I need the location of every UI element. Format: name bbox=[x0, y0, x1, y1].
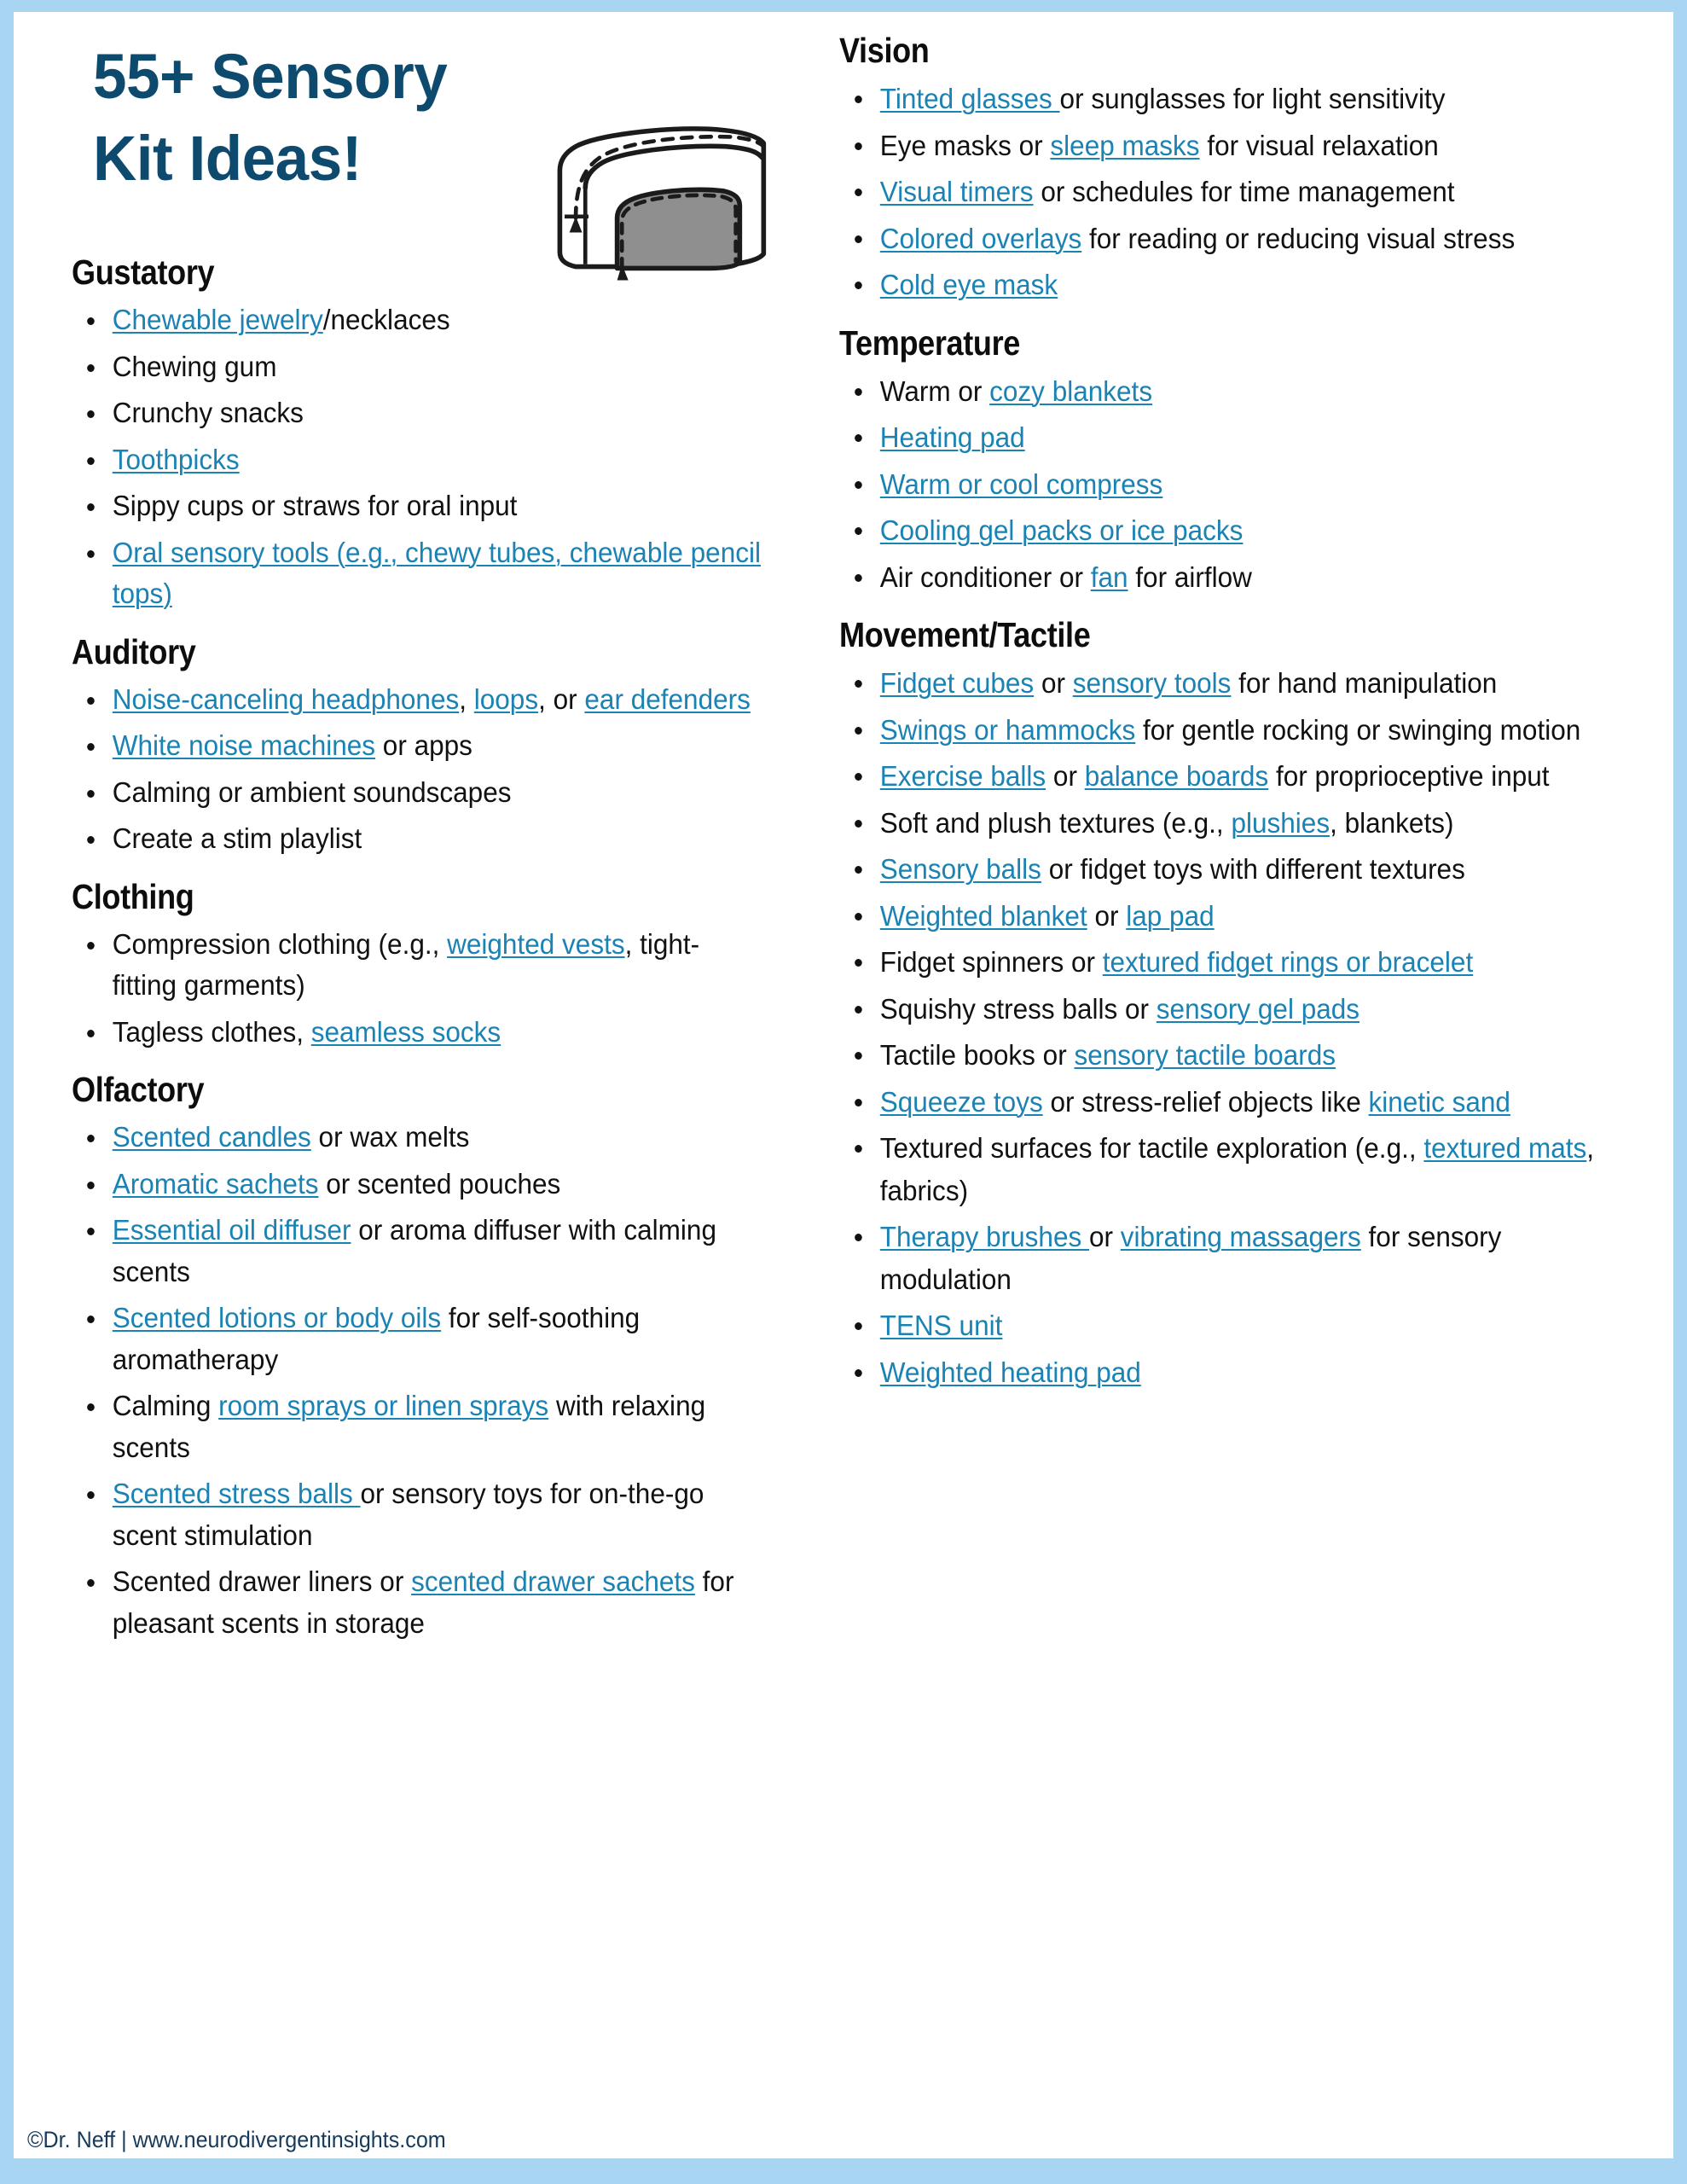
text: or apps bbox=[375, 729, 472, 762]
right-column bbox=[815, 12, 1673, 2158]
text: Warm or bbox=[879, 375, 990, 407]
text: for hand manipulation bbox=[1231, 667, 1498, 700]
text: for gentle rocking or swinging motion bbox=[1135, 713, 1581, 746]
left-column bbox=[14, 12, 815, 2158]
list-item bbox=[72, 1164, 762, 1205]
list-movement-tactile bbox=[839, 662, 1639, 1393]
list-item bbox=[839, 463, 1603, 506]
link-chewable-jewelry[interactable]: Chewable jewelry bbox=[112, 304, 323, 336]
text: for visual relaxation bbox=[1199, 129, 1439, 161]
text: Sippy cups or straws for oral input bbox=[112, 490, 518, 522]
text: Tagless clothes, bbox=[112, 1015, 311, 1048]
list-item bbox=[839, 988, 1603, 1031]
list-item bbox=[72, 818, 762, 860]
list-vision bbox=[839, 78, 1639, 306]
link-scented-lotions-or-body-oils[interactable]: Scented lotions or body oils bbox=[112, 1302, 442, 1334]
text: or bbox=[1034, 667, 1073, 700]
list-olfactory bbox=[72, 1117, 795, 1644]
link-sensory-tactile-boards[interactable]: sensory tactile boards bbox=[1074, 1039, 1336, 1072]
list-item bbox=[72, 392, 762, 434]
list-item bbox=[839, 1127, 1603, 1211]
text: for reading or reducing visual stress bbox=[1081, 222, 1516, 254]
text: Calming or ambient soundscapes bbox=[112, 775, 512, 808]
list-item bbox=[72, 1012, 762, 1054]
link-weighted-heating-pad[interactable]: Weighted heating pad bbox=[879, 1356, 1141, 1388]
link-cozy-blankets[interactable]: cozy blankets bbox=[989, 375, 1153, 407]
text: or sensory toys for on-the-go scent stimulation bbox=[112, 1478, 704, 1551]
list-item bbox=[839, 78, 1603, 120]
link-scented-drawer-sachets[interactable]: scented drawer sachets bbox=[411, 1565, 695, 1598]
text: Squishy stress balls or bbox=[879, 992, 1157, 1025]
link-kinetic-sand[interactable]: kinetic sand bbox=[1368, 1085, 1510, 1118]
section-heading-vision: Vision bbox=[839, 31, 930, 70]
link-sensory-tools[interactable]: sensory tools bbox=[1072, 667, 1232, 700]
text: with relaxing scents bbox=[112, 1390, 706, 1463]
list-item bbox=[839, 662, 1603, 705]
link-scented-stress-balls[interactable]: Scented stress balls bbox=[112, 1478, 361, 1510]
list-gustatory bbox=[72, 299, 795, 615]
list-item bbox=[72, 1561, 762, 1644]
text: or bbox=[1089, 1221, 1121, 1253]
text: or schedules for time management bbox=[1033, 176, 1455, 208]
link-sensory-gel-pads[interactable]: sensory gel pads bbox=[1156, 992, 1360, 1025]
list-item bbox=[839, 509, 1603, 552]
list-item bbox=[839, 218, 1603, 260]
poster-sheet bbox=[14, 12, 1673, 2158]
list-item bbox=[839, 1304, 1603, 1347]
list-temperature bbox=[839, 370, 1639, 599]
list-item bbox=[72, 1385, 762, 1468]
list-auditory bbox=[72, 679, 795, 860]
link-essential-oil-diffuser[interactable]: Essential oil diffuser bbox=[112, 1214, 351, 1246]
list-item bbox=[839, 709, 1603, 752]
list-item bbox=[72, 299, 762, 341]
text: , or bbox=[538, 682, 585, 715]
list-item bbox=[72, 772, 762, 814]
link-vibrating-massagers[interactable]: vibrating massagers bbox=[1120, 1221, 1361, 1253]
list-item bbox=[72, 1117, 762, 1159]
list-item bbox=[839, 941, 1603, 984]
list-item bbox=[72, 725, 762, 767]
list-item bbox=[839, 370, 1603, 413]
text: Crunchy snacks bbox=[112, 397, 304, 429]
text: , bbox=[459, 682, 474, 715]
title-block bbox=[72, 27, 795, 235]
list-item bbox=[839, 895, 1603, 938]
link-cold-eye-mask[interactable]: Cold eye mask bbox=[879, 269, 1058, 301]
link-colored-overlays[interactable]: Colored overlays bbox=[879, 222, 1082, 254]
text: or fidget toys with different textures bbox=[1041, 853, 1465, 886]
text: or bbox=[1087, 899, 1127, 932]
text: for self-soothing aromatherapy bbox=[112, 1302, 641, 1375]
link-toothpicks[interactable]: Toothpicks bbox=[112, 443, 240, 475]
link-warm-or-cool-compress[interactable]: Warm or cool compress bbox=[879, 468, 1163, 500]
link-white-noise-machines[interactable]: White noise machines bbox=[112, 729, 376, 762]
list-item bbox=[839, 264, 1603, 306]
link-weighted-vests[interactable]: weighted vests bbox=[447, 927, 625, 960]
text: Tactile books or bbox=[879, 1039, 1075, 1072]
text: Soft and plush textures (e.g., bbox=[879, 806, 1232, 839]
list-item bbox=[839, 556, 1603, 599]
text: , tight-fitting garments) bbox=[112, 927, 700, 1002]
two-column-layout bbox=[14, 12, 1673, 2158]
list-item bbox=[839, 848, 1603, 891]
text: Scented drawer liners or bbox=[112, 1565, 412, 1598]
list-item bbox=[72, 1473, 762, 1556]
list-clothing bbox=[72, 924, 795, 1054]
list-item bbox=[72, 1298, 762, 1380]
text: or bbox=[1046, 760, 1085, 793]
section-heading-auditory: Auditory bbox=[72, 631, 196, 671]
section-heading-gustatory: Gustatory bbox=[72, 253, 215, 292]
link-exercise-balls[interactable]: Exercise balls bbox=[879, 760, 1046, 793]
link-sensory-balls[interactable]: Sensory balls bbox=[879, 853, 1041, 886]
link-lap-pad[interactable]: lap pad bbox=[1126, 899, 1215, 932]
text: Fidget spinners or bbox=[879, 946, 1103, 979]
text: , blankets) bbox=[1330, 806, 1454, 839]
list-item bbox=[72, 1210, 762, 1292]
text: Calming bbox=[112, 1390, 219, 1422]
list-item bbox=[72, 439, 762, 481]
link-loops[interactable]: loops bbox=[473, 682, 539, 715]
section-heading-olfactory: Olfactory bbox=[72, 1070, 205, 1110]
link-seamless-socks[interactable]: seamless socks bbox=[310, 1015, 501, 1048]
list-item bbox=[72, 532, 762, 615]
link-squeeze-toys[interactable]: Squeeze toys bbox=[879, 1085, 1043, 1118]
list-item bbox=[839, 416, 1603, 459]
link-heating-pad[interactable]: Heating pad bbox=[879, 421, 1025, 454]
list-item bbox=[839, 755, 1603, 798]
list-item bbox=[839, 802, 1603, 845]
link-balance-boards[interactable]: balance boards bbox=[1084, 760, 1269, 793]
list-item bbox=[839, 171, 1603, 213]
text: for sensory modulation bbox=[879, 1221, 1502, 1295]
link-fidget-cubes[interactable]: Fidget cubes bbox=[879, 667, 1035, 700]
link-cooling-gel-packs[interactable]: Cooling gel packs or ice packs bbox=[879, 514, 1244, 547]
link-plushies[interactable]: plushies bbox=[1231, 806, 1330, 839]
page-title-line-1: 55+ Sensory bbox=[92, 41, 448, 112]
link-therapy-brushes[interactable]: Therapy brushes bbox=[879, 1221, 1090, 1253]
text: for pleasant scents in storage bbox=[112, 1565, 734, 1639]
link-tinted-glasses[interactable]: Tinted glasses bbox=[879, 83, 1060, 115]
section-heading-temperature: Temperature bbox=[839, 322, 1021, 363]
text: Compression clothing (e.g., bbox=[112, 927, 448, 960]
text: Eye masks or bbox=[879, 129, 1051, 161]
list-item bbox=[72, 679, 762, 721]
link-textured-mats[interactable]: textured mats bbox=[1423, 1132, 1587, 1165]
link-sleep-masks[interactable]: sleep masks bbox=[1050, 129, 1200, 161]
text: Air conditioner or bbox=[879, 561, 1091, 593]
section-heading-clothing: Clothing bbox=[72, 876, 194, 916]
list-item bbox=[72, 346, 762, 388]
link-aromatic-sachets[interactable]: Aromatic sachets bbox=[112, 1167, 319, 1199]
text: or sunglasses for light sensitivity bbox=[1059, 83, 1446, 115]
text: /necklaces bbox=[322, 304, 450, 336]
text: for proprioceptive input bbox=[1268, 760, 1550, 793]
link-weighted-blanket[interactable]: Weighted blanket bbox=[879, 899, 1087, 932]
list-item bbox=[72, 924, 762, 1007]
list-item bbox=[839, 1216, 1603, 1300]
text: Chewing gum bbox=[112, 350, 277, 382]
text: , fabrics) bbox=[879, 1132, 1595, 1206]
list-item bbox=[72, 485, 762, 527]
link-swings-or-hammocks[interactable]: Swings or hammocks bbox=[879, 713, 1136, 746]
text: or wax melts bbox=[310, 1121, 470, 1153]
link-noise-canceling-headphones[interactable]: Noise-canceling headphones bbox=[112, 682, 460, 715]
text: or aroma diffuser with calming scents bbox=[112, 1214, 717, 1287]
link-textured-fidget-rings-or-bracelet[interactable]: textured fidget rings or bracelet bbox=[1102, 946, 1474, 979]
link-visual-timers[interactable]: Visual timers bbox=[879, 176, 1034, 208]
link-fan[interactable]: fan bbox=[1090, 561, 1128, 593]
link-ear-defenders[interactable]: ear defenders bbox=[584, 682, 751, 715]
footer-credit: ©Dr. Neff | www.neurodivergentinsights.com bbox=[27, 2127, 446, 2152]
link-scented-candles[interactable]: Scented candles bbox=[112, 1121, 311, 1153]
text: or stress-relief objects like bbox=[1042, 1085, 1369, 1118]
link-oral-sensory-tools[interactable]: Oral sensory tools (e.g., chewy tubes, chewable pencil tops) bbox=[112, 536, 761, 610]
section-heading-movement-tactile: Movement/Tactile bbox=[839, 615, 1091, 655]
list-item bbox=[839, 1081, 1603, 1124]
link-tens-unit[interactable]: TENS unit bbox=[879, 1310, 1003, 1342]
text: or scented pouches bbox=[318, 1167, 561, 1199]
list-item bbox=[839, 1034, 1603, 1077]
text: Create a stim playlist bbox=[112, 822, 362, 855]
link-room-sprays-or-linen-sprays[interactable]: room sprays or linen sprays bbox=[218, 1390, 549, 1422]
page-title bbox=[72, 27, 519, 200]
list-item bbox=[839, 1351, 1603, 1394]
text: for airflow bbox=[1128, 561, 1252, 593]
text: Textured surfaces for tactile exploration (e.g., bbox=[879, 1132, 1424, 1165]
list-item bbox=[839, 125, 1603, 167]
page-title-line-2: Kit Ideas! bbox=[92, 123, 362, 195]
